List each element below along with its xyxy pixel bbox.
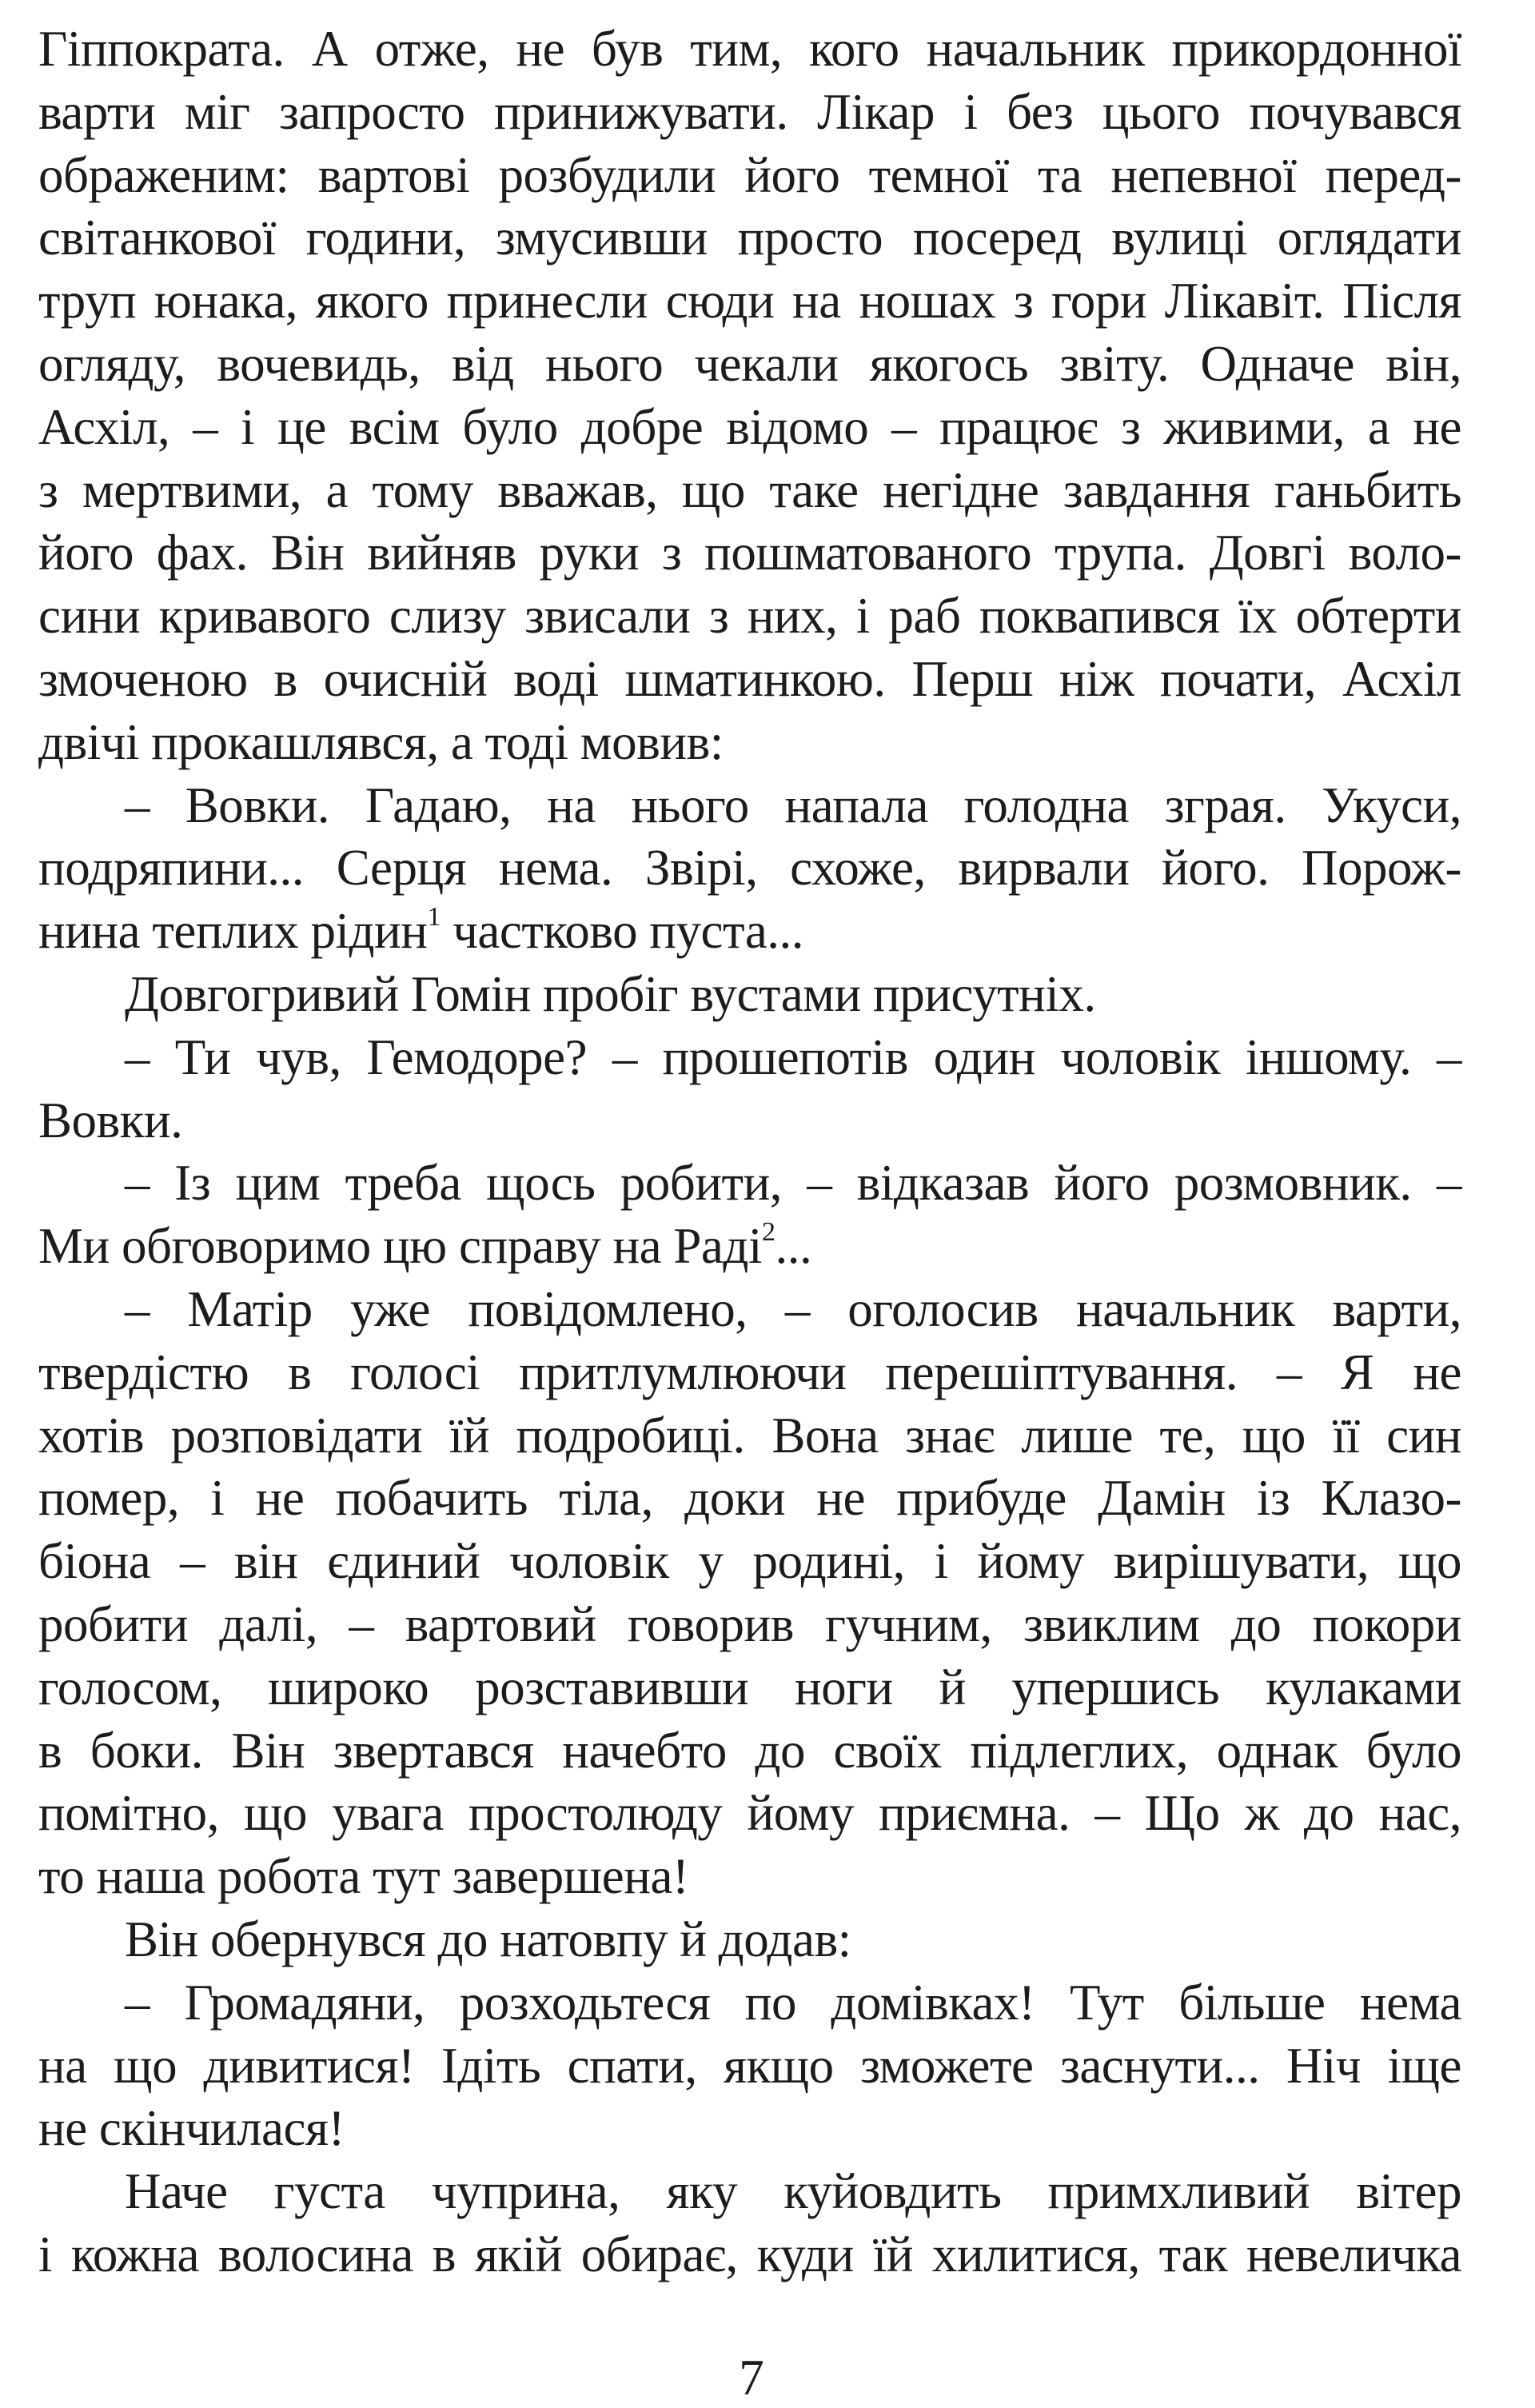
text-line bbox=[38, 1467, 1461, 1530]
text-line bbox=[38, 1404, 1461, 1468]
text-line bbox=[38, 711, 1461, 774]
text-line bbox=[38, 1530, 1461, 1593]
text-line bbox=[38, 1908, 1461, 1971]
text-line bbox=[38, 900, 1461, 963]
text-line bbox=[38, 1593, 1461, 1656]
text-line bbox=[38, 1845, 1461, 1908]
text-line bbox=[38, 1278, 1461, 1341]
line-text: ображеним: вартові розбудили його темної та непевної перед- bbox=[38, 146, 1461, 203]
text-line bbox=[38, 333, 1461, 396]
text-line bbox=[38, 521, 1461, 585]
line-text: на що дивитися! Ідіть спати, якщо зможете заснути... Ніч іще bbox=[38, 2037, 1461, 2094]
text-line bbox=[38, 2160, 1461, 2223]
line-text: огляду, вочевидь, від нього чекали якогось звіту. Одначе він, bbox=[38, 335, 1461, 392]
text-line bbox=[38, 144, 1461, 207]
line-text: Наче густа чуприна, яку куйовдить примхливий вітер bbox=[125, 2163, 1461, 2220]
line-text: твердістю в голосі притлумлюючи перешіптування. – Я не bbox=[38, 1344, 1461, 1400]
text-line bbox=[38, 963, 1461, 1026]
line-text: не скінчилася! bbox=[38, 2100, 345, 2157]
line-text: – Матір уже повідомлено, – оголосив начальник варти, bbox=[125, 1280, 1461, 1337]
text-line bbox=[38, 459, 1461, 522]
line-text: – Громадяни, розходьтеся по домівках! Тут більше нема bbox=[125, 1974, 1461, 2031]
text-line bbox=[38, 206, 1461, 270]
line-text: Гіппократа. А отже, не був тим, кого начальник прикордонної bbox=[38, 21, 1461, 77]
text-line bbox=[38, 774, 1461, 837]
text-line bbox=[38, 1719, 1461, 1783]
text-line bbox=[38, 81, 1461, 144]
line-text: – Із цим треба щось робити, – відказав його розмовник. – bbox=[125, 1155, 1461, 1212]
text-line bbox=[38, 2097, 1461, 2160]
line-text: Асхіл, – і це всім було добре відомо – працює з живими, а не bbox=[38, 398, 1461, 455]
text-line bbox=[38, 585, 1461, 648]
text-line bbox=[38, 18, 1461, 81]
page-number: 7 bbox=[739, 2350, 764, 2406]
line-text: голосом, широко розставивши ноги й упершись кулаками bbox=[38, 1659, 1461, 1715]
body-text bbox=[38, 18, 1461, 2286]
line-text: Довгогривий Гомін пробіг вустами присутніх. bbox=[125, 965, 1096, 1022]
line-text: Вовки. bbox=[38, 1092, 183, 1148]
text-line bbox=[38, 2035, 1461, 2098]
text-line bbox=[38, 396, 1461, 459]
text-line bbox=[38, 1971, 1461, 2035]
text-line bbox=[38, 1152, 1461, 1215]
text-line bbox=[38, 1341, 1461, 1404]
text-line bbox=[38, 1782, 1461, 1845]
line-text: його фах. Він вийняв руки з пошматованого трупа. Довгі воло- bbox=[38, 525, 1461, 581]
line-text: хотів розповідати їй подробиці. Вона знає лише те, що її син bbox=[38, 1407, 1461, 1464]
line-text: нина теплих рідин bbox=[38, 903, 428, 960]
line-text: – Ти чув, Гемодоре? – прошепотів один чоловік іншому. – bbox=[125, 1028, 1461, 1085]
footnote-marker[interactable]: 1 bbox=[427, 902, 441, 932]
line-text: Він обернувся до натовпу й додав: bbox=[125, 1911, 851, 1967]
text-line bbox=[38, 837, 1461, 900]
line-text: двічі прокашлявся, а тоді мовив: bbox=[38, 713, 724, 770]
text-line bbox=[38, 270, 1461, 333]
line-text: біона – він єдиний чоловік у родині, і йому вирішувати, що bbox=[38, 1533, 1461, 1590]
text-line bbox=[38, 648, 1461, 711]
line-text: з мертвими, а тому вважав, що таке негідне завдання ганьбить bbox=[38, 461, 1461, 518]
line-text: варти міг запросто принижувати. Лікар і без цього почувався bbox=[38, 83, 1461, 140]
line-text: сини кривавого слизу звисали з них, і раб поквапився їх обтерти bbox=[38, 588, 1461, 645]
footnote-marker[interactable]: 2 bbox=[761, 1217, 775, 1248]
text-line bbox=[38, 1656, 1461, 1719]
line-text: помітно, що увага простолюду йому приємна. – Що ж до нас, bbox=[38, 1785, 1461, 1842]
line-text: і кожна волосина в якій обирає, куди їй хилитися, так невеличка bbox=[38, 2226, 1461, 2282]
line-text: в боки. Він звертався начебто до своїх підлеглих, однак було bbox=[38, 1722, 1461, 1779]
line-text: подряпини... Серця нема. Звірі, схоже, вирвали його. Порож- bbox=[38, 840, 1461, 897]
line-text: то наша робота тут завершена! bbox=[38, 1848, 689, 1905]
line-text: труп юнака, якого принесли сюди на ношах з гори Лікавіт. Після bbox=[38, 273, 1461, 329]
line-text-continued: частково пуста... bbox=[440, 903, 804, 960]
line-text: – Вовки. Гадаю, на нього напала голодна зграя. Укуси, bbox=[125, 777, 1461, 833]
line-text: світанкової години, змусивши просто посеред вулиці оглядати bbox=[38, 210, 1461, 266]
text-line bbox=[38, 1089, 1461, 1152]
line-text-continued: ... bbox=[775, 1218, 812, 1275]
line-text: Ми обговоримо цю справу на Раді bbox=[38, 1218, 762, 1275]
text-line bbox=[38, 2223, 1461, 2286]
line-text: помер, і не побачить тіла, доки не прибуде Дамін із Клазо- bbox=[38, 1470, 1461, 1527]
text-line bbox=[38, 1026, 1461, 1089]
line-text: робити далі, – вартовий говорив гучним, звиклим до покори bbox=[38, 1595, 1461, 1652]
line-text: змоченою в очисній воді шматинкою. Перш ніж почати, Асхіл bbox=[38, 650, 1461, 707]
text-line bbox=[38, 1215, 1461, 1278]
